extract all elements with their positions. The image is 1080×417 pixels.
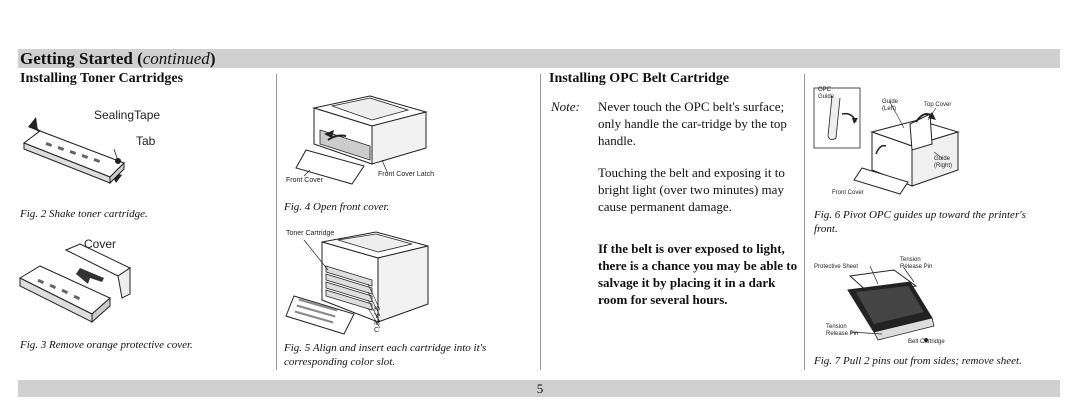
section-heading-toner: Installing Toner Cartridges (20, 71, 184, 86)
label-front-cover: Front Cover (286, 177, 323, 184)
column-divider-3 (804, 74, 805, 370)
page-number: 5 (536, 381, 544, 396)
title-close: ) (209, 49, 216, 68)
label-top-cover: Top Cover (924, 102, 952, 108)
label-tension-release-pin-top: Tension Release Pin (900, 257, 933, 270)
label-front-cover-latch: Front Cover Latch (378, 171, 435, 178)
figure-4-caption: Fig. 4 Open front cover. (284, 201, 390, 213)
note-paragraph-2: Touching the belt and exposing it to bright light (over two minutes) may cause permanent damage. (598, 165, 785, 214)
figure-5-caption: Fig. 5 Align and insert each cartridge into it's corresponding color slot. (284, 342, 487, 368)
figure-7-caption: Fig. 7 Pull 2 pins out from sides; remove sheet. (814, 355, 1022, 367)
figure-3-caption: Fig. 3 Remove orange protective cover. (20, 339, 193, 351)
label-tab: Tab (136, 134, 156, 148)
title-open: ( (132, 49, 143, 68)
note-paragraph-3: If the belt is over exposed to light, there is a chance you may be able to salvage it by placing it in a dark room for several hours. (598, 241, 798, 307)
label-toner-cartridge: Toner Cartridge (286, 230, 335, 237)
figure-2-shake-cartridge (18, 105, 198, 195)
title-main: Getting Started (20, 49, 133, 68)
label-belt-cartridge: Belt Cartridge (908, 339, 945, 345)
label-slot-c: C (374, 327, 380, 334)
figure-4-open-front-cover (284, 90, 454, 190)
column-divider-1 (276, 74, 277, 370)
figure-7-remove-sheet (812, 256, 962, 348)
title-continued: continued (142, 49, 210, 68)
figure-6-caption: Fig. 6 Pivot OPC guides up toward the printer's front. (814, 209, 1026, 235)
label-slot-m: M (374, 320, 380, 327)
label-tension-release-pin-bottom: Tension Release Pin (826, 324, 859, 337)
label-cover: Cover (84, 237, 117, 251)
label-slot-y: Y (374, 313, 379, 320)
label-sealing-tape: SealingTape (94, 108, 161, 122)
label-protective-sheet: Protective Sheet (814, 264, 859, 270)
label-opc-guide: OPC Guide (818, 87, 835, 100)
figure-6-pivot-opc-guides (812, 84, 972, 204)
column-divider-2 (540, 74, 541, 370)
note-paragraph-1: Never touch the OPC belt's surface; only handle the car-tridge by the top handle. (598, 99, 787, 148)
section-heading-opc: Installing OPC Belt Cartridge (549, 71, 730, 86)
label-slot-k: K (374, 306, 379, 313)
figure-5-insert-cartridges (284, 228, 460, 338)
label-guide-right: Guide (Right) (934, 156, 953, 169)
note-label: Note: (551, 99, 580, 114)
printer-cartridge-slots-illustration (284, 228, 460, 338)
label-guide-left: Guide (Left) (882, 99, 899, 112)
label-front-cover-fig6: Front Cover (832, 190, 864, 196)
figure-3-remove-cover (18, 234, 198, 329)
page-title (20, 49, 215, 68)
figure-2-caption: Fig. 2 Shake toner cartridge. (20, 208, 148, 220)
